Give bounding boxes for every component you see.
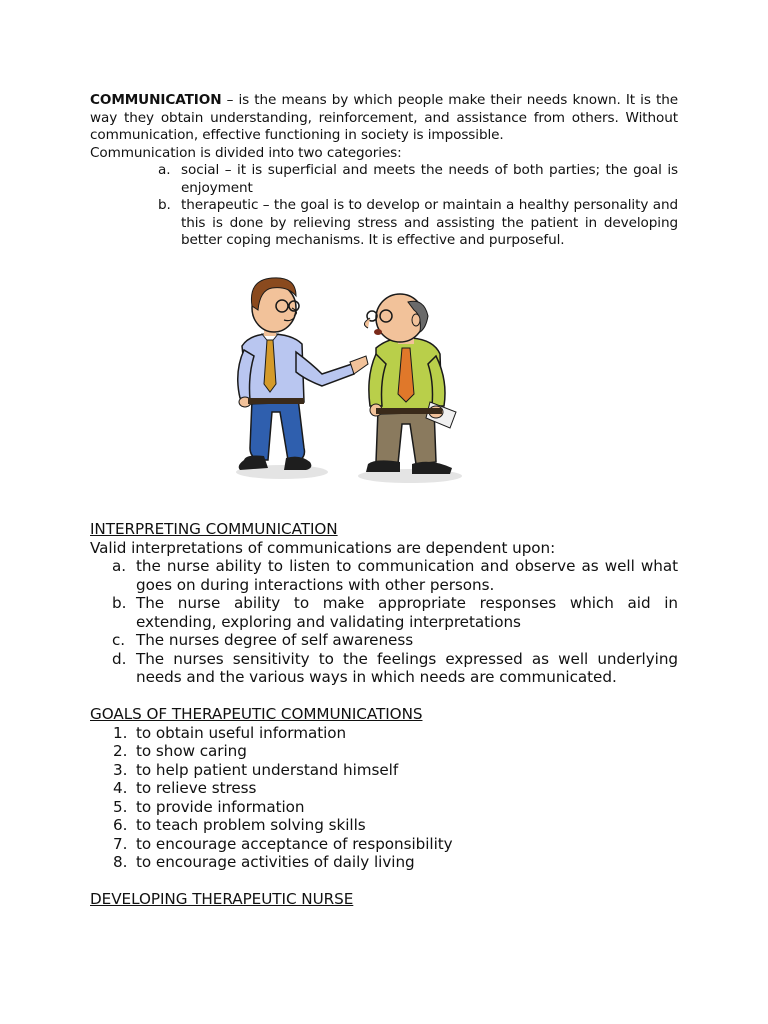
list-marker: 1.: [113, 723, 128, 742]
list-marker: 3.: [113, 760, 128, 779]
list-item: [90, 816, 678, 835]
section-heading: GOALS OF THERAPEUTIC COMMUNICATIONS: [90, 705, 423, 723]
list-item-text: to relieve stress: [136, 779, 257, 797]
list-item-text: to show caring: [136, 742, 247, 760]
conversation-illustration: [230, 272, 466, 484]
list-item: [90, 853, 678, 872]
list-item-text: social – it is superficial and meets the needs of both parties; the goal is enjoyment: [181, 162, 678, 196]
list-item: [90, 631, 678, 650]
list-item: [90, 724, 678, 743]
list-marker: 2.: [113, 742, 128, 760]
categories-list: [90, 162, 678, 250]
list-marker: 6.: [113, 816, 128, 834]
section-lead: Valid interpretations of communications are dependent upon:: [90, 538, 556, 557]
list-marker: a.: [158, 162, 171, 178]
list-item: [90, 742, 678, 761]
interpreting-list: [90, 557, 678, 687]
list-item: [90, 557, 678, 594]
list-item: [90, 798, 678, 817]
list-item-text: The nurse ability to make appropriate responses which aid in extending, exploring and validating interpretations: [136, 594, 678, 631]
definition-paragraph: [90, 92, 678, 145]
list-item: [90, 650, 678, 687]
list-item-text: to encourage activities of daily living: [136, 853, 415, 871]
list-item: [90, 835, 678, 854]
list-marker: 7.: [113, 834, 128, 853]
list-marker: a.: [112, 557, 127, 575]
list-marker: c.: [112, 631, 126, 649]
term-communication: COMMUNICATION: [90, 92, 222, 108]
list-item-text: the nurse ability to listen to communication and observe as well what goes on during interactions with other persons.: [136, 557, 678, 594]
list-marker: 8.: [113, 853, 128, 871]
developing-section: [90, 890, 678, 909]
list-item: [90, 162, 678, 197]
list-item-text: to help patient understand himself: [136, 760, 399, 779]
list-marker: b.: [112, 594, 127, 612]
list-item-text: The nurses degree of self awareness: [136, 631, 414, 649]
section-heading: INTERPRETING COMMUNICATION: [90, 520, 338, 538]
list-item-text: to obtain useful information: [136, 723, 347, 742]
goals-section: [90, 705, 678, 872]
list-item-text: to provide information: [136, 797, 305, 816]
list-marker: 4.: [113, 779, 128, 797]
list-marker: d.: [112, 649, 127, 668]
section-heading: DEVELOPING THERAPEUTIC NURSE: [90, 890, 354, 908]
list-marker: b.: [158, 197, 171, 213]
list-item: [90, 761, 678, 780]
list-item-text: to encourage acceptance of responsibility: [136, 834, 453, 853]
interpreting-communication-section: [90, 520, 678, 687]
categories-intro: Communication is divided into two categories:: [90, 144, 402, 161]
two-men-talking-icon: [230, 272, 466, 484]
list-item-text: therapeutic – the goal is to develop or maintain a healthy personality and this is done by relieving stress and assisting the patient in developing better coping mechanisms. It is effective and purposeful.: [181, 197, 678, 248]
list-item: [90, 779, 678, 798]
list-marker: 5.: [113, 797, 128, 816]
definition-text: – is the means by which people make their needs known. It is the way they obtain understanding, reinforcement, and assistance from others. Without communication, effective functioning in society is impossible.: [90, 92, 678, 143]
list-item: [90, 594, 678, 631]
list-item-text: The nurses sensitivity to the feelings expressed as well underlying needs and the various ways in which needs are communicated.: [136, 649, 678, 686]
list-item-text: to teach problem solving skills: [136, 816, 366, 834]
communication-definition-section: [90, 92, 678, 250]
goals-list: [90, 724, 678, 872]
list-item: [90, 197, 678, 250]
